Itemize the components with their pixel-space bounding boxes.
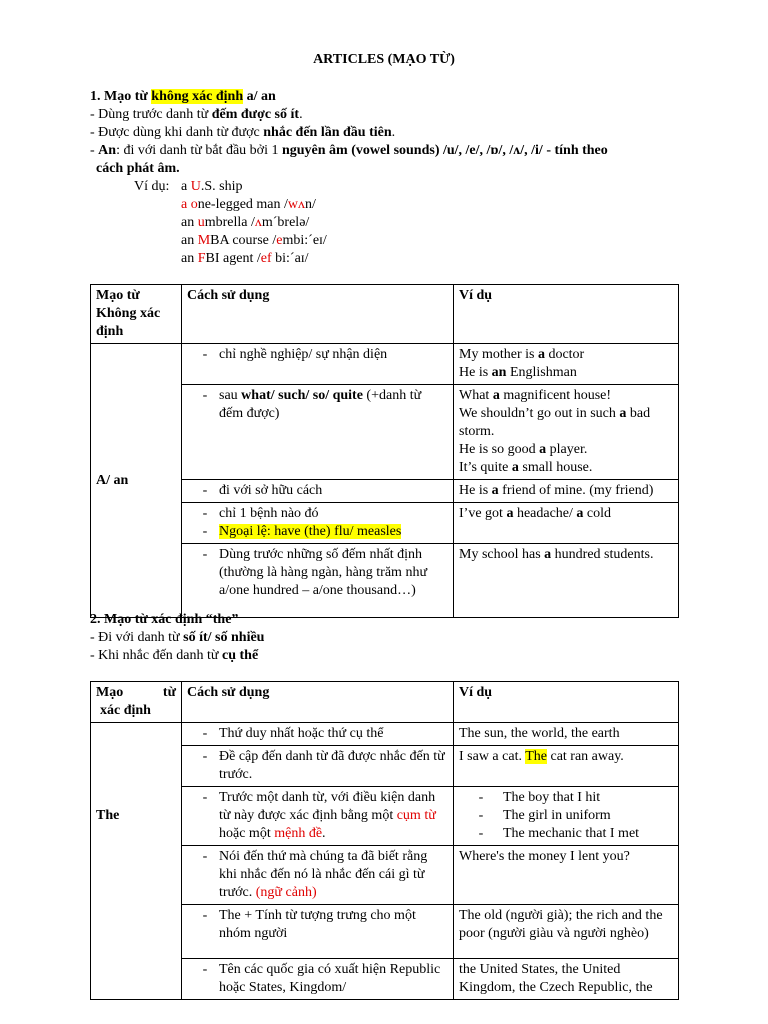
- list-item: - The girl in uniform: [478, 808, 611, 823]
- list-item-text: The boy that I hit: [503, 790, 601, 805]
- ex-red-2: wʌ: [287, 197, 306, 212]
- section1-heading: [90, 88, 276, 106]
- example-cell: [454, 344, 679, 385]
- example-cell: My school has a hundred students.: [454, 544, 679, 618]
- usage-cell: [182, 544, 454, 618]
- ex-red: U: [190, 179, 201, 194]
- ex-text-post-2: n/: [305, 197, 316, 212]
- ex-text: an: [181, 215, 198, 230]
- example-line-5: [181, 250, 309, 268]
- usage-cell: [182, 480, 454, 503]
- header-article: Mạo từ Không xác định: [91, 285, 182, 344]
- ex-red-2: ʌ: [254, 215, 262, 230]
- list-item: - The mechanic that I met: [478, 826, 640, 841]
- header-usage: Cách sử dụng: [182, 682, 454, 723]
- example-list: [459, 789, 673, 843]
- usage-cell: [182, 905, 454, 959]
- ex-red: M: [197, 233, 211, 248]
- group-label: [91, 723, 182, 1000]
- ex-red-2: ef: [260, 251, 272, 266]
- dash: -: [202, 483, 208, 498]
- dash: -: [202, 908, 208, 923]
- dash: -: [202, 506, 208, 521]
- ex-text-post: ne-legged man /: [197, 197, 288, 212]
- bullet-text: - Khi nhắc đến danh từ: [90, 648, 222, 663]
- usage-cell: [182, 344, 454, 385]
- section2-bullet-1: [90, 629, 264, 647]
- usage-red: cụm từ: [396, 808, 436, 823]
- example-line-3: [181, 214, 309, 232]
- usage-exception: Ngoại lệ: have (the) flu/ measles: [219, 524, 402, 539]
- example-line-1: [181, 178, 242, 196]
- example-cell: the United States, the United Kingdom, the Czech Republic, the: [454, 959, 679, 1000]
- example-line-2: [181, 196, 316, 214]
- list-item: - The boy that I hit: [478, 790, 601, 805]
- heading-highlight: không xác định: [151, 89, 244, 104]
- header-example: Ví dụ: [454, 682, 679, 723]
- example-line: My mother is a doctor: [459, 347, 585, 362]
- ex-red: u: [197, 215, 205, 230]
- usage-cell: [182, 787, 454, 846]
- dash: -: [202, 524, 208, 539]
- ex-text-post: BA course /: [210, 233, 277, 248]
- usage-part: Trước một danh từ, với điều kiện danh từ này được xác định bằng một: [219, 790, 436, 823]
- ex-text-post-2: mbi:´eɪ/: [282, 233, 327, 248]
- example-cell: He is a friend of mine. (my friend): [454, 480, 679, 503]
- dash: -: [202, 849, 208, 864]
- list-item-text: The girl in uniform: [503, 808, 611, 823]
- section2-heading: 2. Mạo từ xác định “the”: [90, 612, 239, 627]
- example-text: I saw a cat.: [459, 749, 526, 764]
- header-usage: Cách sử dụng: [182, 285, 454, 344]
- dash: -: [202, 347, 208, 362]
- table-header-row: [91, 682, 679, 723]
- example-line-4: [181, 232, 327, 250]
- usage-red-2: mệnh đề: [274, 826, 323, 841]
- example-cell: [454, 787, 679, 846]
- bullet-text: - Dùng trước danh từ: [90, 107, 212, 122]
- dash: -: [202, 388, 208, 403]
- bullet-text: - Được dùng khi danh từ được: [90, 125, 264, 140]
- usage-cell: [182, 503, 454, 544]
- usage-text: đi với sở hữu cách: [219, 483, 323, 498]
- example-cell: The old (người già); the rich and the poor (người giàu và người nghèo): [454, 905, 679, 959]
- bullet-bold-2: nguyên âm (vowel sounds) /u/, /e/, /ɒ/, /ʌ/, /i/ - tính theo: [281, 143, 608, 158]
- section2-bullet-2: [90, 647, 258, 665]
- usage-cell: [182, 385, 454, 480]
- ex-text-post-2: m´brelə/: [261, 215, 310, 230]
- dash: -: [202, 749, 208, 764]
- usage-text: Thứ duy nhất hoặc thứ cụ thể: [219, 726, 384, 741]
- heading-text: 1. Mạo từ: [90, 89, 152, 104]
- example-cell: [454, 746, 679, 787]
- bullet-bold: cụ thể: [222, 648, 259, 663]
- ex-text: an: [181, 233, 198, 248]
- indefinite-article-table: [90, 284, 679, 618]
- dash: -: [202, 547, 208, 562]
- usage-cell: [182, 846, 454, 905]
- usage-cell: [182, 959, 454, 1000]
- section1-bullet-3: [90, 142, 608, 160]
- table-header-row: [91, 285, 679, 344]
- usage-text: sau what/ such/ so/ quite (+danh từ đếm được): [219, 388, 422, 421]
- usage-text: Dùng trước những số đếm nhất định (thường là hàng ngàn, hàng trăm như a/one hundred – a/one thousand…): [219, 547, 428, 598]
- ex-text-post: .S. ship: [200, 179, 243, 194]
- bullet-bold: đếm được số ít: [211, 107, 300, 122]
- example-cell: Where's the money I lent you?: [454, 846, 679, 905]
- example-text-post: cat ran away.: [546, 749, 624, 764]
- example-cell: I’ve got a headache/ a cold: [454, 503, 679, 544]
- ex-red: F: [197, 251, 206, 266]
- header-article: Mạo từ xác định: [91, 682, 182, 723]
- header-example: Ví dụ: [454, 285, 679, 344]
- bullet-text: - Đi với danh từ: [90, 630, 184, 645]
- dash: -: [202, 790, 208, 805]
- section1-bullet-2: [90, 124, 395, 142]
- group-label: A/ an: [91, 344, 182, 618]
- example-line: He is so good a player.: [459, 442, 588, 457]
- bullet-bold: An: [98, 143, 117, 158]
- example-line: What a magnificent house!: [459, 388, 612, 403]
- bullet-text: -: [90, 143, 99, 158]
- table-row: [91, 344, 679, 385]
- example-line: We shouldn’t go out in such a bad storm.: [459, 406, 651, 439]
- page-title: ARTICLES (MẠO TỪ): [313, 52, 455, 67]
- usage-text: The + Tính từ tượng trưng cho một nhóm người: [219, 908, 416, 941]
- example-highlight: The: [525, 749, 547, 764]
- heading-text-suffix: a/ an: [243, 89, 276, 104]
- ex-red: a o: [181, 197, 198, 212]
- example-cell: [454, 385, 679, 480]
- usage-text: chỉ 1 bệnh nào đó: [219, 506, 319, 521]
- dash: -: [202, 726, 208, 741]
- section1-bullet-1: [90, 106, 303, 124]
- example-label: Ví dụ:: [134, 179, 170, 194]
- usage-text: chỉ nghề nghiệp/ sự nhận diện: [219, 347, 388, 362]
- group-label-text: The: [96, 808, 120, 823]
- bullet-bold: nhắc đến lần đầu tiên: [263, 125, 392, 140]
- bullet-text-mid: : đi với danh từ bắt đầu bởi 1: [116, 143, 282, 158]
- usage-part: Nói đến thứ mà chúng ta đã biết rằng khi nhắc đến nó là nhắc đến cái gì từ trước.: [219, 849, 428, 900]
- ex-red-2: e: [276, 233, 283, 248]
- usage-text: [219, 789, 448, 843]
- bullet-text-end: .: [391, 125, 396, 140]
- usage-text: [219, 848, 448, 902]
- section1-bullet-3-cont: cách phát âm.: [96, 161, 180, 176]
- ex-text-post-2: bi:´aɪ/: [271, 251, 309, 266]
- usage-red: (ngữ cảnh): [255, 885, 317, 900]
- ex-text: an: [181, 251, 198, 266]
- usage-cell: [182, 723, 454, 746]
- ex-text-post: BI agent /: [205, 251, 261, 266]
- ex-text: a: [181, 179, 191, 194]
- example-cell: The sun, the world, the earth: [454, 723, 679, 746]
- usage-text: Tên các quốc gia có xuất hiện Republic hoặc States, Kingdom/: [219, 962, 441, 995]
- usage-cell: [182, 746, 454, 787]
- example-line: He is an Englishman: [459, 365, 577, 380]
- dash: -: [202, 962, 208, 977]
- bullet-text-end: .: [299, 107, 303, 122]
- list-item-text: The mechanic that I met: [503, 826, 640, 841]
- usage-text: Đề cập đến danh từ đã được nhắc đến từ trước.: [219, 749, 445, 782]
- usage-part-3: .: [322, 826, 326, 841]
- bullet-bold: số ít/ số nhiều: [183, 630, 265, 645]
- table-row: [91, 723, 679, 746]
- definite-article-table: [90, 681, 679, 1000]
- example-line: It’s quite a small house.: [459, 460, 593, 475]
- ex-text-post: mbrella /: [204, 215, 255, 230]
- usage-part-2: hoặc một: [219, 826, 275, 841]
